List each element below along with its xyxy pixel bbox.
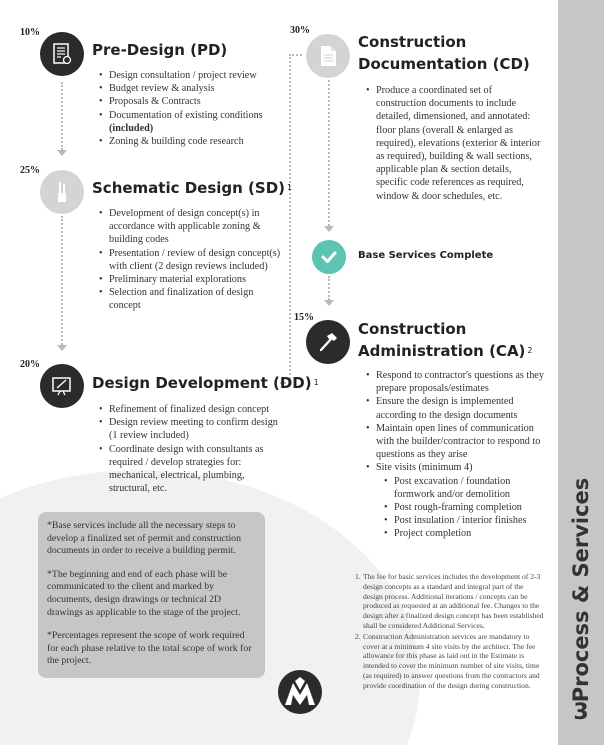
note-phase-communication: *The beginning and end of each phase will be communicated to the client and marked by documents, design drawings or technical 2D drawings as applicable to the stage of the project. [47, 568, 241, 618]
footnotes [355, 572, 545, 692]
arrow-cd-milestone [324, 226, 334, 232]
footnote-ref: 1 [287, 183, 293, 192]
sd-title [92, 177, 292, 199]
connector-cd-milestone [328, 80, 330, 226]
milestone-label: Base Services Complete [358, 250, 494, 261]
pd-list [99, 69, 289, 148]
ca-circle [306, 320, 350, 364]
list-item-note: (included) [109, 122, 154, 134]
firm-logo [278, 670, 322, 714]
site-visits-list [382, 475, 546, 541]
cd-title-line1: Construction [358, 33, 467, 51]
sub-list-item: • Post rough-framing completion [382, 501, 546, 514]
hammer-icon [316, 330, 340, 354]
sd-title-text: Schematic Design (SD) [92, 179, 286, 197]
connector-dd-cd-vertical [289, 54, 291, 383]
section-title: Process & Services [569, 477, 593, 703]
list-item: • Budget review & analysis [99, 82, 289, 95]
note-percentages: *Percentages represent the scope of work required for each phase relative to the total scope of work for the project. [47, 630, 252, 667]
ca-title [358, 318, 533, 362]
dd-title [92, 372, 319, 394]
arrow-sd-dd [57, 345, 67, 351]
drawing-icon [50, 374, 74, 398]
footnote-number: 2. [355, 631, 361, 641]
milestone-circle [312, 240, 346, 274]
checkmark-icon [319, 247, 339, 267]
footnote-number: 1. [355, 572, 361, 581]
cd-percent: 30% [290, 25, 310, 36]
sub-list-item: • Post insulation / interior finishes [382, 514, 546, 527]
list-item: • Preliminary material explorations [99, 273, 281, 286]
arrow-pd-sd [57, 150, 67, 156]
list-item-text: Site visits (minimum 4) [376, 462, 473, 474]
ca-percent: 15% [294, 312, 314, 323]
firm-logo-icon [283, 677, 317, 707]
connector-pd-sd [61, 82, 63, 150]
list-item: • Ensure the design is implemented according to the design documents [366, 395, 546, 421]
footnote [355, 632, 545, 691]
list-item: • Coordinate design with consultants as required / develop strategies for: mechanical, electrical, plumbing, structural, etc. [99, 443, 281, 496]
list-item: • Zoning & building code research [99, 135, 289, 148]
footnote [355, 572, 545, 631]
footnote-ref: 1 [313, 378, 319, 387]
page-number: 3 [573, 700, 589, 725]
list-item [366, 461, 546, 540]
note-base-services: *Base services include all the necessary steps to develop a finalized set of permit and construction documents in order to receive a building permit. [47, 520, 241, 557]
ca-title-line2: Administration (CA) [358, 342, 526, 360]
pencils-icon [50, 180, 74, 204]
dd-percent: 20% [20, 359, 40, 370]
list-item-text: Documentation of existing conditions [109, 109, 263, 121]
list-item: • Refinement of finalized design concept [99, 403, 281, 416]
dd-list [99, 403, 281, 495]
sd-percent: 25% [20, 165, 40, 176]
connector-sd-dd [61, 216, 63, 345]
list-item: • Design consultation / project review [99, 69, 289, 82]
cd-title [358, 31, 530, 75]
ca-list [366, 369, 546, 541]
list-item: • Presentation / review of design concept(s) with client (2 design reviews included) [99, 247, 281, 273]
document-icon [316, 44, 340, 68]
footnote-text: The fee for basic services includes the development of 2-3 design concepts as a standard and integral part of the design process. Additional iterations / concepts can be produced as requested at an additional fee. Changes to the design after a finalized design concept has been established shall be considered Additional Services. [363, 572, 544, 630]
dd-title-text: Design Development (DD) [92, 374, 312, 392]
sd-circle [40, 170, 84, 214]
cd-list [366, 84, 544, 203]
notes-box [38, 512, 265, 678]
cd-circle [306, 34, 350, 78]
cd-title-line2: Documentation (CD) [358, 55, 530, 73]
connector-milestone-ca [328, 276, 330, 300]
list-item: • Respond to contractor's questions as they prepare proposals/estimates [366, 369, 546, 395]
list-item: • Produce a coordinated set of construction documents to include detailed, dimensioned, and annotated: floor plans (overall & enlarged as required), elevations (exterior & interior as required), building & wall sections, applicable plan & section details, specific code references as required, window & door schedules, etc. [366, 84, 544, 203]
list-item: • Design review meeting to confirm design (1 review included) [99, 416, 281, 442]
pd-title: Pre-Design (PD) [92, 41, 228, 59]
sub-list-item: • Post excavation / foundation formwork and/or demolition [382, 475, 546, 501]
footnote-text: Construction Administration services are mandatory to cover at a minimum 4 site visits by the architect. The fee allowance for this phase as laid out in the Estimate is intended to cover the minimum number of site visits, time (as required) to answer questions from the contractors and provide coordination of the design during construction. [363, 631, 540, 690]
sidebar [558, 0, 604, 745]
list-item: • Proposals & Contracts [99, 95, 289, 108]
sd-list [99, 207, 281, 313]
list-item: • Maintain open lines of communication with the builder/contractor to respond to questions as they arise [366, 422, 546, 462]
blueprint-icon [50, 42, 74, 66]
dd-circle [40, 364, 84, 408]
footnote-ref: 2 [527, 346, 533, 355]
list-item: • Selection and finalization of design concept [99, 286, 281, 312]
sub-list-item: • Project completion [382, 527, 546, 540]
pd-percent: 10% [20, 27, 40, 38]
list-item [99, 109, 289, 135]
connector-dd-cd-top [289, 54, 302, 56]
ca-title-line1: Construction [358, 320, 467, 338]
ca-title-line2-wrap [358, 340, 533, 362]
pd-circle [40, 32, 84, 76]
list-item: • Development of design concept(s) in accordance with applicable zoning & building codes [99, 207, 281, 247]
arrow-milestone-ca [324, 300, 334, 306]
